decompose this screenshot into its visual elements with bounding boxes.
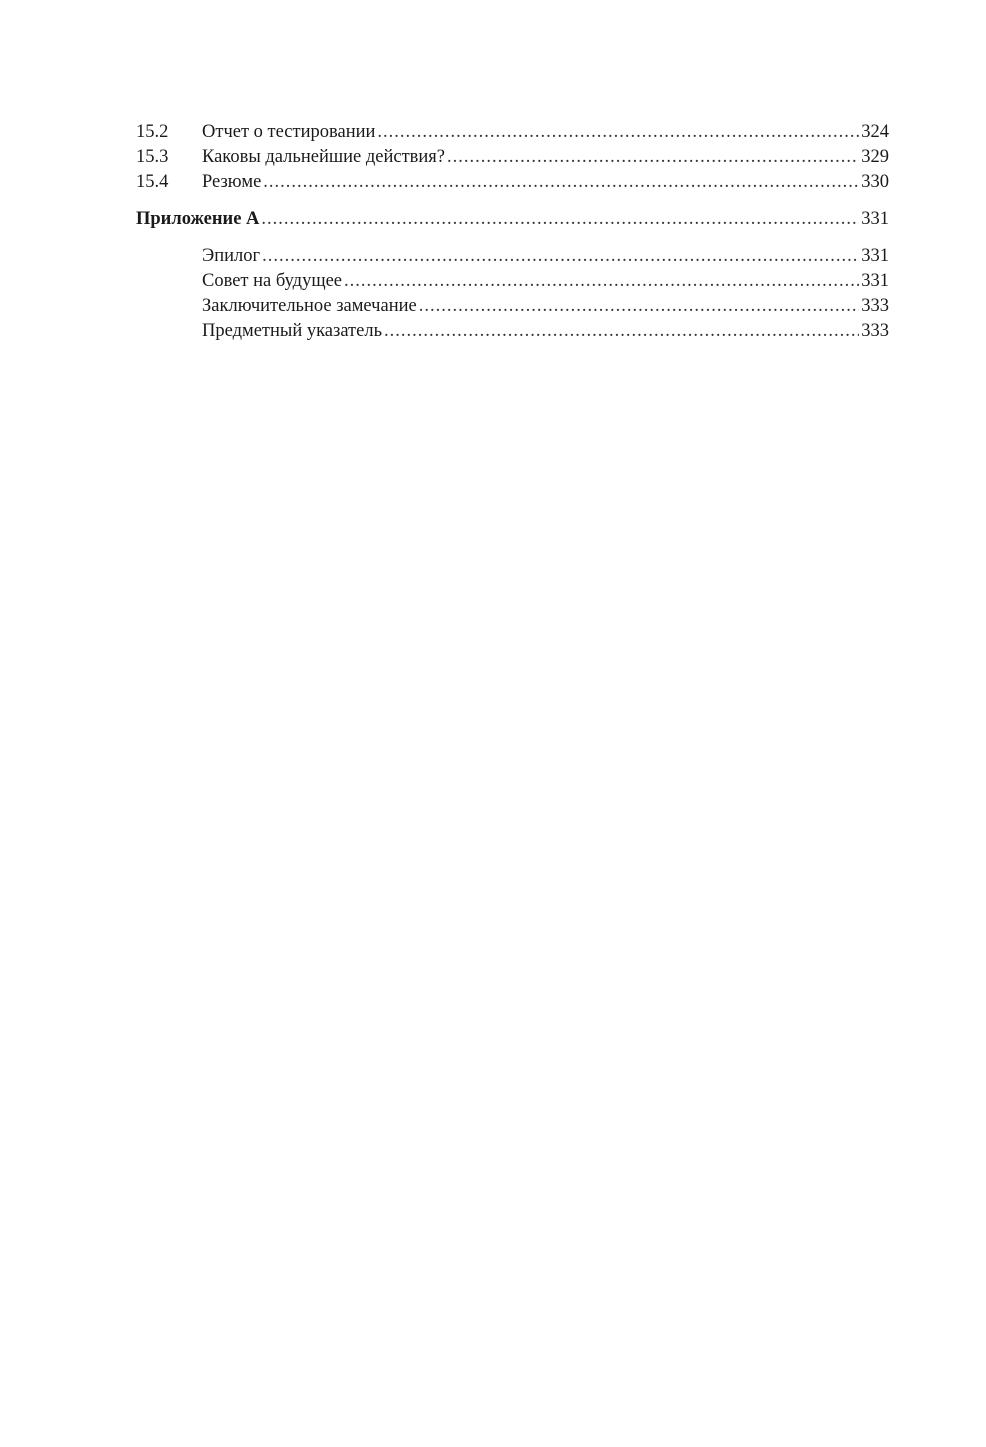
page-number: 331 [861,271,889,291]
entry-title: Совет на будущее [202,271,342,291]
toc-entry-advice[interactable] [136,269,889,294]
section-number: 15.3 [136,147,169,167]
dot-leader [384,319,859,344]
page-number: 331 [861,246,889,266]
toc-entry-epilogue[interactable] [136,244,889,269]
dot-leader [263,170,859,195]
table-of-contents [136,120,889,344]
section-title: Отчет о тестировании [202,122,376,142]
page-number: 333 [861,296,889,316]
page-number: 324 [861,122,889,142]
toc-entry-final-note[interactable] [136,294,889,319]
toc-entry-appendix-a[interactable] [136,207,889,232]
toc-entry-index[interactable] [136,319,889,344]
page-number: 330 [861,172,889,192]
dot-leader [262,244,859,269]
page-number: 331 [861,209,889,229]
dot-leader [419,294,860,319]
entry-title: Эпилог [202,246,261,266]
page-number: 333 [861,321,889,341]
appendix-title: Приложение А [136,209,260,229]
dot-leader [447,145,859,170]
dot-leader [377,120,859,145]
entry-title: Заключительное замечание [202,296,417,316]
page-number: 329 [861,147,889,167]
toc-entry-15-3[interactable] [136,145,889,170]
entry-title: Предметный указатель [202,321,383,341]
section-number: 15.2 [136,122,169,142]
toc-entry-15-2[interactable] [136,120,889,145]
dot-leader [344,269,859,294]
toc-entry-15-4[interactable] [136,170,889,195]
dot-leader [261,207,859,232]
section-number: 15.4 [136,172,169,192]
section-title: Каковы дальнейшие действия? [202,147,446,167]
section-title: Резюме [202,172,262,192]
